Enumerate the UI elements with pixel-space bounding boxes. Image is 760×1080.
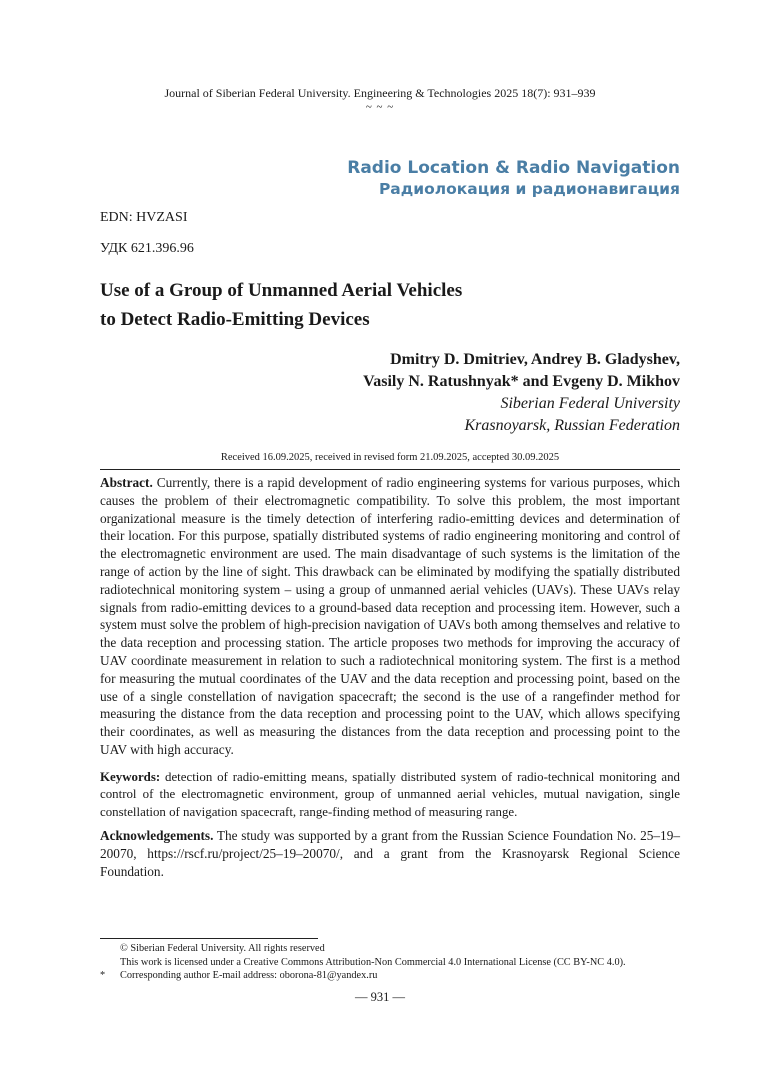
- abstract-text: Currently, there is a rapid development of radio engineering systems for various purposes, which causes the problem of their electromagnetic compatibility. To solve this problem, the most important organizational measure is the timely detection of interfering radio-emitting devices and determination of their location. For this purpose, spatially distributed systems of radio engineering monitoring and control of the electromagnetic environment are used. The main disadvantage of such systems is the limitation of the range of action by the line of sight. This drawback can be eliminated by modifying the spatially distributed radiotechnical monitoring system – using a group of unmanned aerial vehicles (UAVs). These UAVs relay signals from radio-emitting devices to a ground-based data reception and processing item. However, such a system must solve the problem of high-precision navigation of UAVs both among themselves and relative to the data reception and processing station. The article proposes two methods for improving the accuracy of UAV coordinate measurement in relation to such a radiotechnical monitoring system. The first is a method for measuring the mutual coordinates of the UAV and the data reception and processing point, based on the use of a single constellation of navigation spacecraft; the second is the use of a rangefinder method for measuring the distance from the data reception and processing point to the UAV, which allows specifying their coordinates, as well as measuring the distances from the data reception and processing point to the UAV with high accuracy.: [100, 475, 681, 757]
- section-title-ru: Радиолокация и радионавигация: [378, 180, 680, 198]
- footnote-divider: [100, 938, 318, 939]
- author-block: [363, 349, 680, 437]
- footnote-star: *: [100, 970, 106, 981]
- section-title-en: Radio Location & Radio Navigation: [347, 158, 680, 178]
- acknowledgements-text: The study was supported by a grant from the Russian Science Foundation No. 25–19–20070, https://rscf.ru/project/25–19–20070/, and a grant from the Krasnoyarsk Regional Science Foundation.: [100, 828, 680, 879]
- corresponding-author-text: Corresponding author E-mail address: oborona-81@yandex.ru: [120, 970, 378, 981]
- acknowledgements-label: Acknowledgements.: [100, 828, 214, 843]
- paper-title-line-1: Use of a Group of Unmanned Aerial Vehicles: [100, 280, 463, 301]
- affiliation-line-1: Siberian Federal University: [500, 395, 680, 412]
- abstract: [100, 474, 680, 759]
- edn-code: EDN: HVZASI: [100, 210, 188, 225]
- header-divider: [100, 469, 680, 470]
- license-footnote: This work is licensed under a Creative Commons Attribution-Non Commercial 4.0 International License (CC BY-NC 4.0).: [120, 957, 626, 968]
- udk-code: УДК 621.396.96: [100, 241, 194, 256]
- received-dates: Received 16.09.2025, received in revised form 21.09.2025, accepted 30.09.2025: [220, 452, 560, 463]
- keywords: [100, 769, 680, 821]
- header-separator: ~ ~ ~: [365, 101, 395, 113]
- paper-title-line-2: to Detect Radio-Emitting Devices: [100, 309, 370, 330]
- copyright-footnote: © Siberian Federal University. All rights reserved: [120, 943, 325, 954]
- journal-header: Journal of Siberian Federal University. Engineering & Technologies 2025 18(7): 931–939: [164, 86, 596, 100]
- corresponding-footnote: [100, 969, 700, 983]
- authors-line-2: Vasily N. Ratushnyak* and Evgeny D. Mikhov: [363, 373, 680, 390]
- authors-line-1: Dmitry D. Dmitriev, Andrey B. Gladyshev,: [390, 351, 680, 368]
- acknowledgements: [100, 827, 680, 880]
- keywords-label: Keywords:: [100, 770, 161, 784]
- affiliation-line-2: Krasnoyarsk, Russian Federation: [464, 417, 680, 434]
- keywords-text: detection of radio-emitting means, spatially distributed system of radio-technical monitoring and control of the electromagnetic environment, group of unmanned aerial vehicles, mutual navigation, single constellation of navigation spacecraft, range-finding method of measuring range.: [100, 770, 680, 819]
- page-number: — 931 —: [355, 990, 405, 1004]
- abstract-label: Abstract.: [100, 475, 153, 490]
- paper-title: [100, 276, 462, 334]
